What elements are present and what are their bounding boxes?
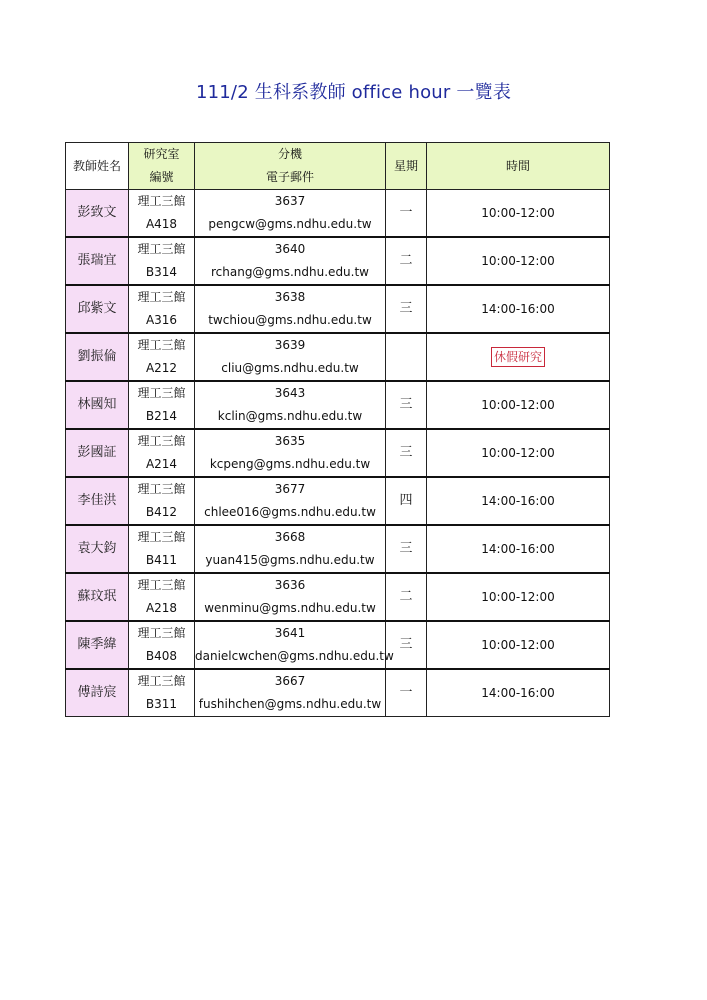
email: twchiou@gms.ndhu.edu.tw xyxy=(208,313,372,327)
table-row xyxy=(66,669,610,717)
room-cell xyxy=(129,429,195,477)
weekday xyxy=(386,333,427,381)
weekday: 一 xyxy=(386,190,427,238)
room-cell xyxy=(129,237,195,285)
teacher-name: 彭致文 xyxy=(66,190,129,238)
teacher-name: 李佳洪 xyxy=(66,477,129,525)
contact-cell xyxy=(195,477,386,525)
room-number: A214 xyxy=(145,457,178,471)
time-cell xyxy=(427,381,610,429)
weekday: 三 xyxy=(386,381,427,429)
time-cell xyxy=(427,477,610,525)
extension: 3639 xyxy=(274,338,306,352)
room-building: 理工三館 xyxy=(137,626,186,640)
email: pengcw@gms.ndhu.edu.tw xyxy=(208,217,372,231)
contact-cell xyxy=(195,190,386,238)
time-cell xyxy=(427,573,610,621)
weekday: 三 xyxy=(386,285,427,333)
weekday: 三 xyxy=(386,621,427,669)
office-hour-time: 10:00-12:00 xyxy=(481,446,555,460)
room-number: B408 xyxy=(145,649,178,663)
room-number: B411 xyxy=(145,553,178,567)
office-hour-time: 10:00-12:00 xyxy=(481,398,555,412)
teacher-name: 陳季緯 xyxy=(66,621,129,669)
time-cell xyxy=(427,190,610,238)
office-hour-time: 10:00-12:00 xyxy=(481,206,555,220)
table-row xyxy=(66,190,610,238)
contact-cell xyxy=(195,621,394,669)
teacher-name: 林國知 xyxy=(66,381,129,429)
weekday: 二 xyxy=(386,237,427,285)
table-row xyxy=(66,525,610,573)
room-building: 理工三館 xyxy=(137,482,186,496)
office-hour-table xyxy=(65,142,610,717)
room-number: A418 xyxy=(145,217,178,231)
email: rchang@gms.ndhu.edu.tw xyxy=(210,265,369,279)
email: chlee016@gms.ndhu.edu.tw xyxy=(204,505,376,519)
room-number: B214 xyxy=(145,409,178,423)
time-cell xyxy=(427,333,610,381)
header-time: 時間 xyxy=(427,143,610,190)
time-cell xyxy=(427,525,610,573)
teacher-name: 邱紫文 xyxy=(66,285,129,333)
office-hour-time: 14:00-16:00 xyxy=(481,542,555,556)
contact-cell xyxy=(195,429,386,477)
room-building: 理工三館 xyxy=(137,338,186,352)
extension: 3643 xyxy=(274,386,306,400)
teacher-name: 袁大鈞 xyxy=(66,525,129,573)
teacher-name: 劉振倫 xyxy=(66,333,129,381)
table-row xyxy=(66,237,610,285)
room-building: 理工三館 xyxy=(137,194,186,208)
email: cliu@gms.ndhu.edu.tw xyxy=(221,361,359,375)
weekday: 二 xyxy=(386,573,427,621)
time-cell xyxy=(427,285,610,333)
header-row xyxy=(66,143,610,190)
weekday: 一 xyxy=(386,669,427,717)
email: fushihchen@gms.ndhu.edu.tw xyxy=(198,697,382,711)
extension: 3640 xyxy=(274,242,306,256)
office-hour-time: 10:00-12:00 xyxy=(481,254,555,268)
room-building: 理工三館 xyxy=(137,674,186,688)
email: kclin@gms.ndhu.edu.tw xyxy=(217,409,363,423)
email: kcpeng@gms.ndhu.edu.tw xyxy=(209,457,371,471)
header-contact-line2: 電子郵件 xyxy=(265,170,314,184)
contact-cell xyxy=(195,381,386,429)
room-building: 理工三館 xyxy=(137,242,186,256)
room-number: B314 xyxy=(145,265,178,279)
room-cell xyxy=(129,285,195,333)
table-row xyxy=(66,621,610,669)
room-number: A218 xyxy=(145,601,178,615)
office-hour-time: 14:00-16:00 xyxy=(481,686,555,700)
header-room xyxy=(129,143,195,190)
office-hour-time: 10:00-12:00 xyxy=(481,638,555,652)
extension: 3668 xyxy=(274,530,306,544)
header-day: 星期 xyxy=(386,143,427,190)
contact-cell xyxy=(195,285,386,333)
extension: 3636 xyxy=(274,578,306,592)
room-number: A212 xyxy=(145,361,178,375)
time-cell xyxy=(427,621,610,669)
room-building: 理工三館 xyxy=(137,386,186,400)
room-building: 理工三館 xyxy=(137,578,186,592)
room-cell xyxy=(129,190,195,238)
table-row xyxy=(66,477,610,525)
teacher-name: 張瑞宜 xyxy=(66,237,129,285)
room-number: B311 xyxy=(145,697,178,711)
header-contact-line1: 分機 xyxy=(277,147,302,161)
header-contact xyxy=(195,143,386,190)
contact-cell xyxy=(195,525,386,573)
room-cell xyxy=(129,669,195,717)
extension: 3667 xyxy=(274,674,306,688)
contact-cell xyxy=(195,669,386,717)
room-building: 理工三館 xyxy=(137,530,186,544)
room-cell xyxy=(129,525,195,573)
email: danielcwchen@gms.ndhu.edu.tw xyxy=(195,649,394,663)
contact-cell xyxy=(195,573,386,621)
room-cell xyxy=(129,477,195,525)
room-cell xyxy=(129,333,195,381)
teacher-name: 蘇玟珉 xyxy=(66,573,129,621)
room-building: 理工三館 xyxy=(137,290,186,304)
contact-cell xyxy=(195,237,386,285)
header-room-line1: 研究室 xyxy=(143,147,180,161)
extension: 3641 xyxy=(274,626,306,640)
weekday: 四 xyxy=(386,477,427,525)
room-cell xyxy=(129,381,195,429)
extension: 3638 xyxy=(274,290,306,304)
teacher-name: 傅詩宸 xyxy=(66,669,129,717)
room-building: 理工三館 xyxy=(137,434,186,448)
table-row xyxy=(66,573,610,621)
email: yuan415@gms.ndhu.edu.tw xyxy=(205,553,375,567)
extension: 3635 xyxy=(274,434,306,448)
room-cell xyxy=(129,621,195,669)
table-row xyxy=(66,285,610,333)
page-title: 111/2 生科系教師 office hour 一覽表 xyxy=(195,82,512,103)
room-number: B412 xyxy=(145,505,178,519)
extension: 3677 xyxy=(274,482,306,496)
sabbatical-badge: 休假研究 xyxy=(491,347,545,367)
time-cell xyxy=(427,429,610,477)
table-row xyxy=(66,381,610,429)
email: wenminu@gms.ndhu.edu.tw xyxy=(204,601,376,615)
table-row xyxy=(66,429,610,477)
office-hour-time: 14:00-16:00 xyxy=(481,494,555,508)
weekday: 三 xyxy=(386,429,427,477)
room-cell xyxy=(129,573,195,621)
weekday: 三 xyxy=(386,525,427,573)
time-cell xyxy=(427,669,610,717)
header-room-line2: 編號 xyxy=(149,170,174,184)
room-number: A316 xyxy=(145,313,178,327)
time-cell xyxy=(427,237,610,285)
office-hour-time: 10:00-12:00 xyxy=(481,590,555,604)
extension: 3637 xyxy=(274,194,306,208)
header-name: 教師姓名 xyxy=(66,143,129,190)
teacher-name: 彭國証 xyxy=(66,429,129,477)
office-hour-time: 14:00-16:00 xyxy=(481,302,555,316)
table-row xyxy=(66,333,610,381)
contact-cell xyxy=(195,333,386,381)
